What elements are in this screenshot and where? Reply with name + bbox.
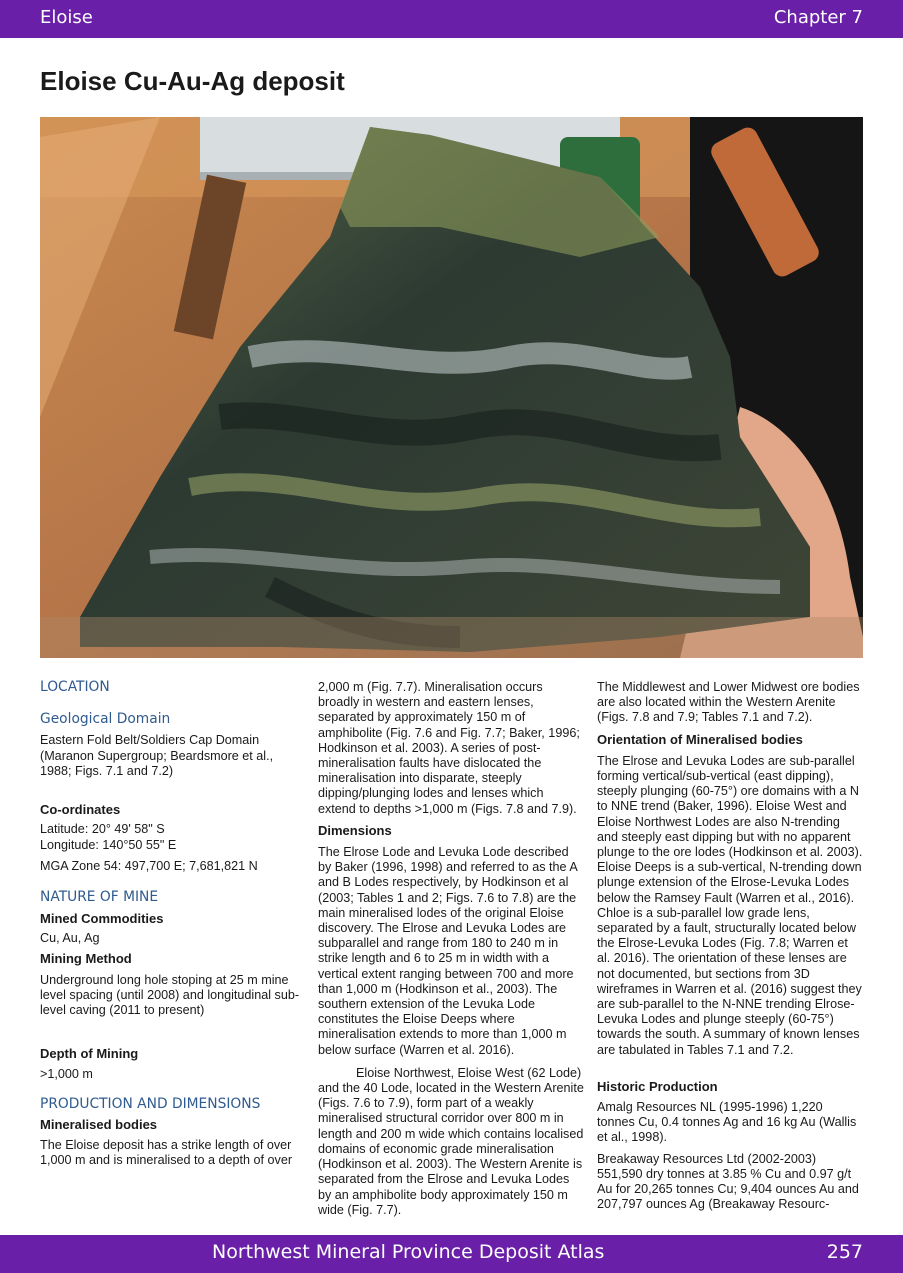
depth-of-mining-heading: Depth of Mining bbox=[40, 1046, 139, 1062]
column-middle bbox=[318, 680, 584, 1218]
breakaway-resources-paragraph: Breakaway Resources Ltd (2002-2003) 551,590 dry tonnes at 3.85 % Cu and 0.97 g/t Au for 20,265 tonnes Cu; 9,404 ounces Au and 207,797 ounces Ag (Breakaway Resourc- bbox=[597, 1151, 859, 1212]
orientation-heading: Orientation of Mineralised bodies bbox=[597, 731, 803, 747]
middlewest-paragraph: The Middlewest and Lower Midwest ore bodies are also located within the Western Arenite (Figs. 7.8 and 7.9; Tables 7.1 and 7.2). bbox=[597, 680, 860, 725]
nature-of-mine-heading: NATURE OF MINE bbox=[40, 888, 159, 905]
amalg-resources-paragraph: Amalg Resources NL (1995-1996) 1,220 tonnes Cu, 0.4 tonnes Ag and 16 kg Au (Wallis et al., 1998). bbox=[597, 1100, 857, 1145]
eloise-northwest-paragraph: Eloise Northwest, Eloise West (62 Lode) and the 40 Lode, located in the Western Arenite (Figs. 7.6 to 7.9), form part of a weakly mineralised structural corridor over 800 m in length and 200 m wide which contains localised domains of economic grade mineralisation (Hodkinson et al. 2003). The Western Arenite is separated from the Elrose and Levuka Lodes by an amphibolite body approximately 150 m wide (Fig. 7.7). bbox=[318, 1065, 584, 1217]
orientation-paragraph: The Elrose and Levuka Lodes are sub-parallel forming vertical/sub-vertical (east dipping), steeply plunging (60-75°) ore domains with a N to NNE trend (Baker, 1996). Eloise West and Eloise Northwest Lodes are also N-trending and steeply east dipping but with no apparent plunge to the ore lodes (Hodkinson et al. 2003). Eloise Deeps is a sub-vertical, N-trending down plunge extension of the Elrose-Levuka Lodes below the Ramsey Fault (Warren et al., 2016). Chloe is a sub-parallel low grade lens, separated by a fault, structurally located below the Elrose-Levuka Lodes (Fig. 7.8; Warren et al. 2016). The orientation of these lenses are not documented, but sections from 3D wireframes in Warren et al. (2016) suggest they are sub-parallel to the N-NNE trending Elrose-Levuka Lodes and plunge steeply (60-75°) towards the south. A summary of known lenses are tabulated in Tables 7.1 and 7.2. bbox=[597, 753, 863, 1057]
historic-production-heading: Historic Production bbox=[597, 1078, 718, 1094]
latitude: Latitude: 20° 49' 58" S bbox=[40, 822, 165, 837]
header-bar bbox=[0, 0, 903, 38]
footer-atlas-title: Northwest Mineral Province Deposit Atlas bbox=[212, 1241, 605, 1263]
mined-commodities-heading: Mined Commodities bbox=[40, 911, 164, 927]
geological-domain-heading: Geological Domain bbox=[40, 711, 171, 728]
mined-commodities-text: Cu, Au, Ag bbox=[40, 931, 100, 946]
mineralised-bodies-text: The Eloise deposit has a strike length of over 1,000 m and is mineralised to a depth of over bbox=[40, 1138, 293, 1168]
dimensions-heading: Dimensions bbox=[318, 822, 392, 838]
longitude: Longitude: 140°50 55" E bbox=[40, 838, 177, 853]
coordinates-heading: Co-ordinates bbox=[40, 802, 121, 818]
dimensions-paragraph: The Elrose Lode and Levuka Lode described by Baker (1996, 1998) and referred to as the A and B Lodes respectively, by Hodkinson et al (2003; Tables 1 and 2; Figs. 7.6 to 7.8) are the main mineralised lodes of the original Eloise discovery. The Elrose and Levuka Lodes are subparallel and range from 180 to 240 m in strike length and 6 to 25 m in width with a vertical extent ranging between 700 and more than 1,000 m (Hodkinson et al., 2003). The southern extension of the Levuka Lode constitutes the Eloise Deeps where mineralisation extends to more than 1,000 m below surface (Warren et al. 2016). bbox=[318, 845, 578, 1057]
page-title: Eloise Cu-Au-Ag deposit bbox=[40, 66, 345, 96]
mining-method-heading: Mining Method bbox=[40, 951, 132, 967]
mineralisation-paragraph: 2,000 m (Fig. 7.7). Mineralisation occurs broadly in western and eastern lenses, separated by approximately 150 m of amphibolite (Fig. 7.6 and Fig. 7.7; Baker, 1996; Hodkinson et al. 2003). A series of post-mineralisation faults have dislocated the mineralisation into disparate, steeply dipping/plunging lodes and lenses which extend to depths >1,000 m (Figs. 7.8 and 7.9). bbox=[318, 680, 580, 816]
depth-of-mining-text: >1,000 m bbox=[40, 1067, 93, 1082]
column-right bbox=[597, 680, 863, 1213]
header-chapter: Chapter 7 bbox=[773, 7, 863, 28]
column-left bbox=[40, 680, 302, 1168]
mga-zone: MGA Zone 54: 497,700 E; 7,681,821 N bbox=[40, 858, 258, 873]
footer-bar bbox=[0, 1235, 903, 1273]
production-dimensions-heading: PRODUCTION AND DIMENSIONS bbox=[40, 1095, 261, 1112]
geological-domain-text: Eastern Fold Belt/Soldiers Cap Domain (Maranon Supergroup; Beardsmore et al., 1988; Figs. 7.1 and 7.2) bbox=[40, 733, 274, 778]
page-number: 257 bbox=[826, 1241, 863, 1263]
mining-method-text: Underground long hole stoping at 25 m mine level spacing (until 2008) and longitudinal sub-level caving (2011 to present) bbox=[40, 972, 300, 1018]
location-heading: LOCATION bbox=[40, 679, 110, 695]
header-section-name: Eloise bbox=[40, 7, 93, 28]
rock-sample-photo bbox=[40, 117, 863, 658]
mineralised-bodies-heading: Mineralised bodies bbox=[40, 1116, 158, 1132]
